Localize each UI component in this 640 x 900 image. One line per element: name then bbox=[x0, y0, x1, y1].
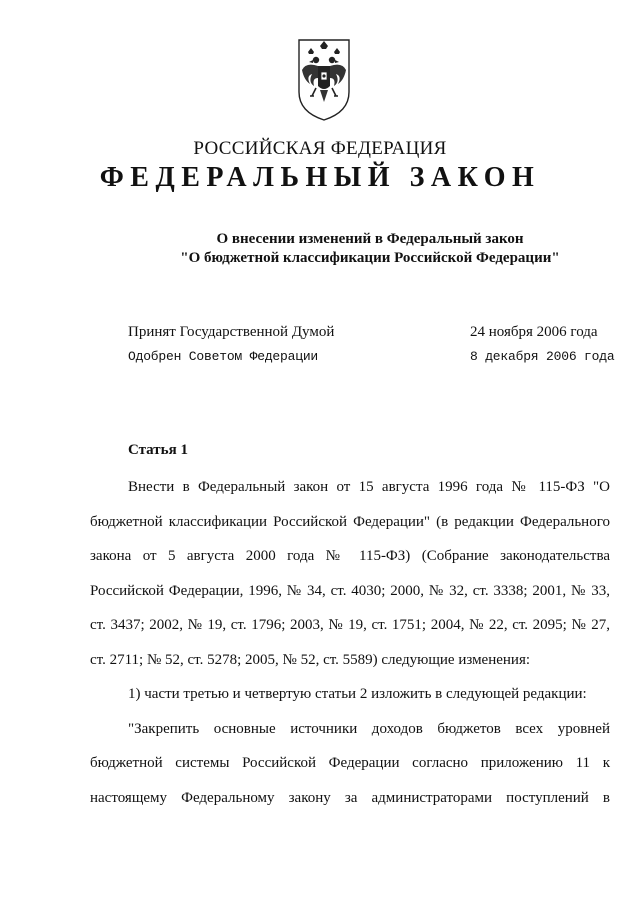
state-emblem-icon bbox=[296, 36, 352, 122]
duma-adoption-date: 24 ноября 2006 года bbox=[470, 324, 598, 340]
body-line: бюджетной классификации Российской Федерации" (в редакции Федерального bbox=[90, 513, 610, 530]
country-heading: РОССИЙСКАЯ ФЕДЕРАЦИЯ bbox=[193, 138, 447, 159]
council-approval-date: 8 декабря 2006 года bbox=[470, 349, 615, 364]
duma-adoption-label: Принят Государственной Думой bbox=[128, 324, 335, 340]
body-line: закона от 5 августа 2000 года № 115-ФЗ) (Собрание законодательства bbox=[90, 548, 610, 564]
body-line: "Закрепить основные источники доходов бюджетов всех уровней bbox=[128, 720, 610, 737]
body-line: бюджетной системы Российской Федерации согласно приложению 11 к bbox=[90, 755, 610, 771]
council-approval-label: Одобрен Советом Федерации bbox=[128, 349, 319, 364]
body-line: 1) части третью и четвертую статьи 2 изложить в следующей редакции: bbox=[128, 686, 587, 702]
body-line: настоящему Федеральному закону за администраторами поступлений в bbox=[90, 789, 610, 806]
law-title-line: О внесении изменений в Федеральный закон bbox=[216, 231, 524, 247]
document-type-heading: ФЕДЕРАЛЬНЫЙ ЗАКОН bbox=[99, 162, 541, 193]
law-title bbox=[0, 230, 640, 268]
body-line: ст. 2711; № 52, ст. 5278; 2005, № 52, ст. 5589) следующие изменения: bbox=[90, 651, 531, 668]
body-line: Внести в Федеральный закон от 15 августа 1996 года № 115-ФЗ "О bbox=[128, 479, 610, 495]
article-body bbox=[90, 470, 610, 815]
body-line: ст. 3437; 2002, № 19, ст. 1796; 2003, № 19, ст. 1751; 2004, № 22, ст. 2095; № 27, bbox=[90, 617, 610, 633]
article-heading: Статья 1 bbox=[128, 442, 188, 458]
law-title-line: "О бюджетной классификации Российской Федерации" bbox=[180, 250, 560, 266]
body-line: Российской Федерации, 1996, № 34, ст. 4030; 2000, № 32, ст. 3338; 2001, № 33, bbox=[90, 582, 610, 599]
